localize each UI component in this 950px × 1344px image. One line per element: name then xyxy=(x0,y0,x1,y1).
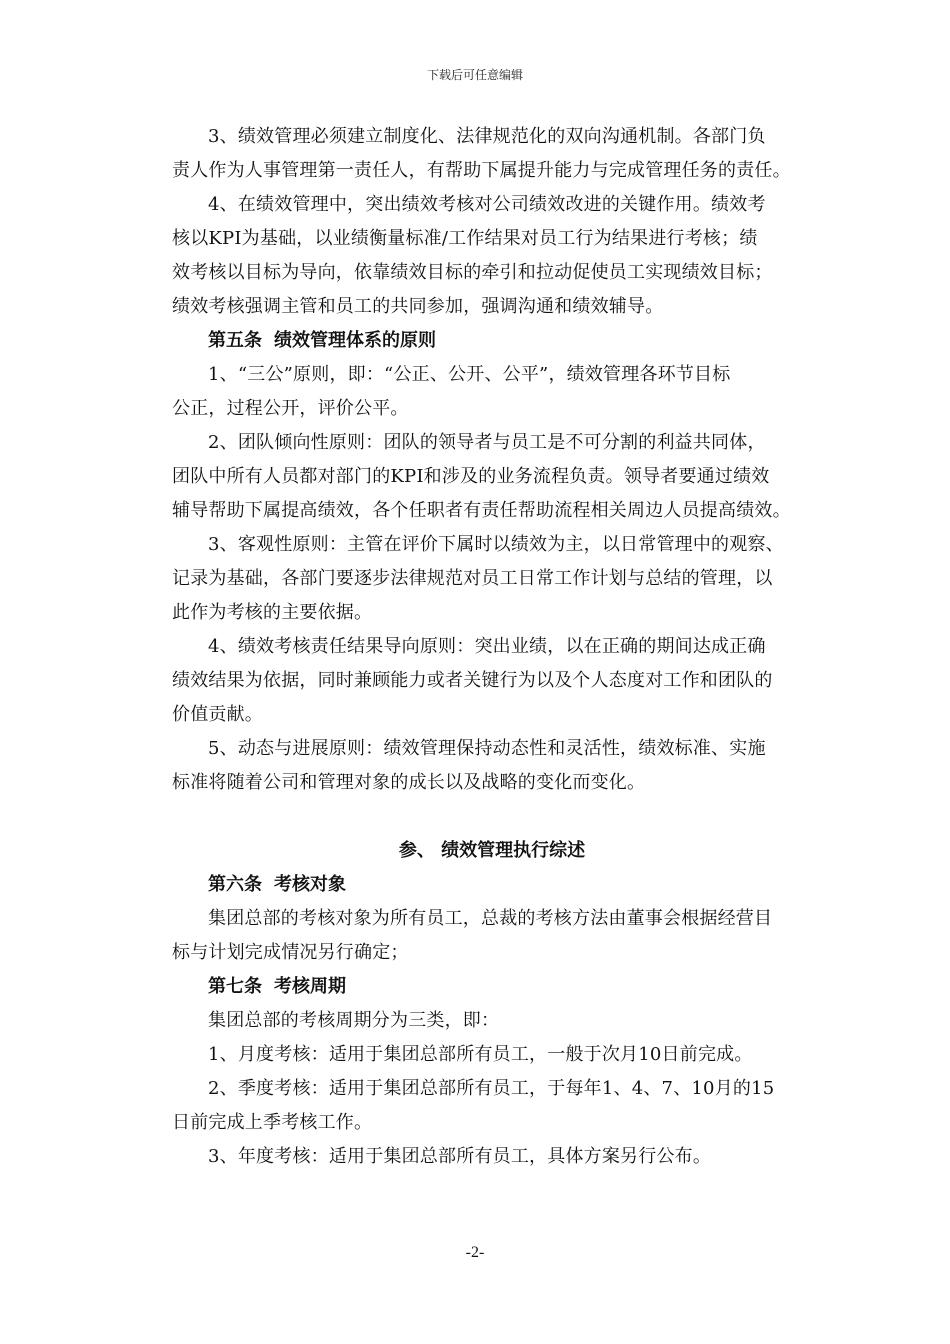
text-line: 5、动态与进展原则：绩效管理保持动态性和灵活性，绩效标准、实施 xyxy=(208,738,766,759)
text-line: 1、“三公”原则，即：“公正、公开、公平”，绩效管理各环节目标 xyxy=(208,364,731,385)
text-line: 1、月度考核：适用于集团总部所有员工，一般于次月10日前完成。 xyxy=(208,1044,753,1065)
text-line: 价值贡献。 xyxy=(172,704,263,725)
text-line: 2、团队倾向性原则：团队的领导者与员工是不可分割的利益共同体， xyxy=(208,432,766,453)
page-header: 下载后可任意编辑 xyxy=(426,68,523,82)
article-title: 绩效管理体系的原则 xyxy=(274,330,436,351)
paragraph xyxy=(172,120,812,188)
text-line: 效考核以目标为导向，依靠绩效目标的牵引和拉动促使员工实现绩效目标； xyxy=(172,262,773,283)
paragraph xyxy=(172,426,812,528)
text-line: 标与计划完成情况另行确定； xyxy=(172,942,409,963)
article-number: 第五条 xyxy=(208,330,262,351)
text-line: 3、客观性原则：主管在评价下属时以绩效为主，以日常管理中的观察、 xyxy=(208,534,784,555)
text-line: 集团总部的考核对象为所有员工，总裁的考核方法由董事会根据经营目 xyxy=(208,908,773,929)
paragraph xyxy=(172,188,812,324)
text-line: 集团总部的考核周期分为三类，即： xyxy=(208,1010,500,1031)
text-line: 辅导帮助下属提高绩效，各个任职者有责任帮助流程相关周边人员提高绩效。 xyxy=(172,500,791,521)
text-line: 责人作为人事管理第一责任人，有帮助下属提升能力与完成管理任务的责任。 xyxy=(172,160,791,181)
section-title: 参、 绩效管理执行综述 xyxy=(398,840,586,861)
paragraph xyxy=(172,1140,812,1174)
paragraph xyxy=(172,902,812,970)
text-line: 绩效考核强调主管和员工的共同参加，强调沟通和绩效辅导。 xyxy=(172,296,664,317)
text-line: 标准将随着公司和管理对象的成长以及战略的变化而变化。 xyxy=(172,772,646,793)
paragraph xyxy=(172,1004,812,1038)
paragraph xyxy=(172,528,812,630)
document-body xyxy=(172,120,812,1174)
text-line: 2、季度考核：适用于集团总部所有员工，于每年1、4、7、10月的15 xyxy=(208,1078,775,1099)
paragraph xyxy=(172,1072,812,1140)
article-title: 考核对象 xyxy=(274,874,346,895)
paragraph xyxy=(172,732,812,800)
text-line: 4、在绩效管理中，突出绩效考核对公司绩效改进的关键作用。绩效考 xyxy=(208,194,766,215)
text-line: 记录为基础，各部门要逐步法律规范对员工日常工作计划与总结的管理，以 xyxy=(172,568,773,589)
paragraph xyxy=(172,630,812,732)
article-heading xyxy=(172,868,812,902)
text-line: 3、绩效管理必须建立制度化、法律规范化的双向沟通机制。各部门负 xyxy=(208,126,766,147)
text-line: 3、年度考核：适用于集团总部所有员工，具体方案另行公布。 xyxy=(208,1146,712,1167)
text-line: 日前完成上季考核工作。 xyxy=(172,1112,373,1133)
text-line: 公正，过程公开，评价公平。 xyxy=(172,398,409,419)
text-line: 4、绩效考核责任结果导向原则：突出业绩，以在正确的期间达成正确 xyxy=(208,636,766,657)
article-heading xyxy=(172,324,812,358)
text-line: 此作为考核的主要依据。 xyxy=(172,602,373,623)
article-heading xyxy=(172,970,812,1004)
article-title: 考核周期 xyxy=(274,976,346,997)
paragraph xyxy=(172,358,812,426)
text-line: 绩效结果为依据，同时兼顾能力或者关键行为以及个人态度对工作和团队的 xyxy=(172,670,773,691)
article-number: 第七条 xyxy=(208,976,262,997)
paragraph xyxy=(172,1038,812,1072)
article-number: 第六条 xyxy=(208,874,262,895)
text-line: 团队中所有人员都对部门的KPI和涉及的业务流程负责。领导者要通过绩效 xyxy=(172,466,770,487)
text-line: 核以KPI为基础，以业绩衡量标准/工作结果对员工行为结果进行考核；绩 xyxy=(172,228,758,249)
page-number: -2- xyxy=(465,1244,485,1261)
